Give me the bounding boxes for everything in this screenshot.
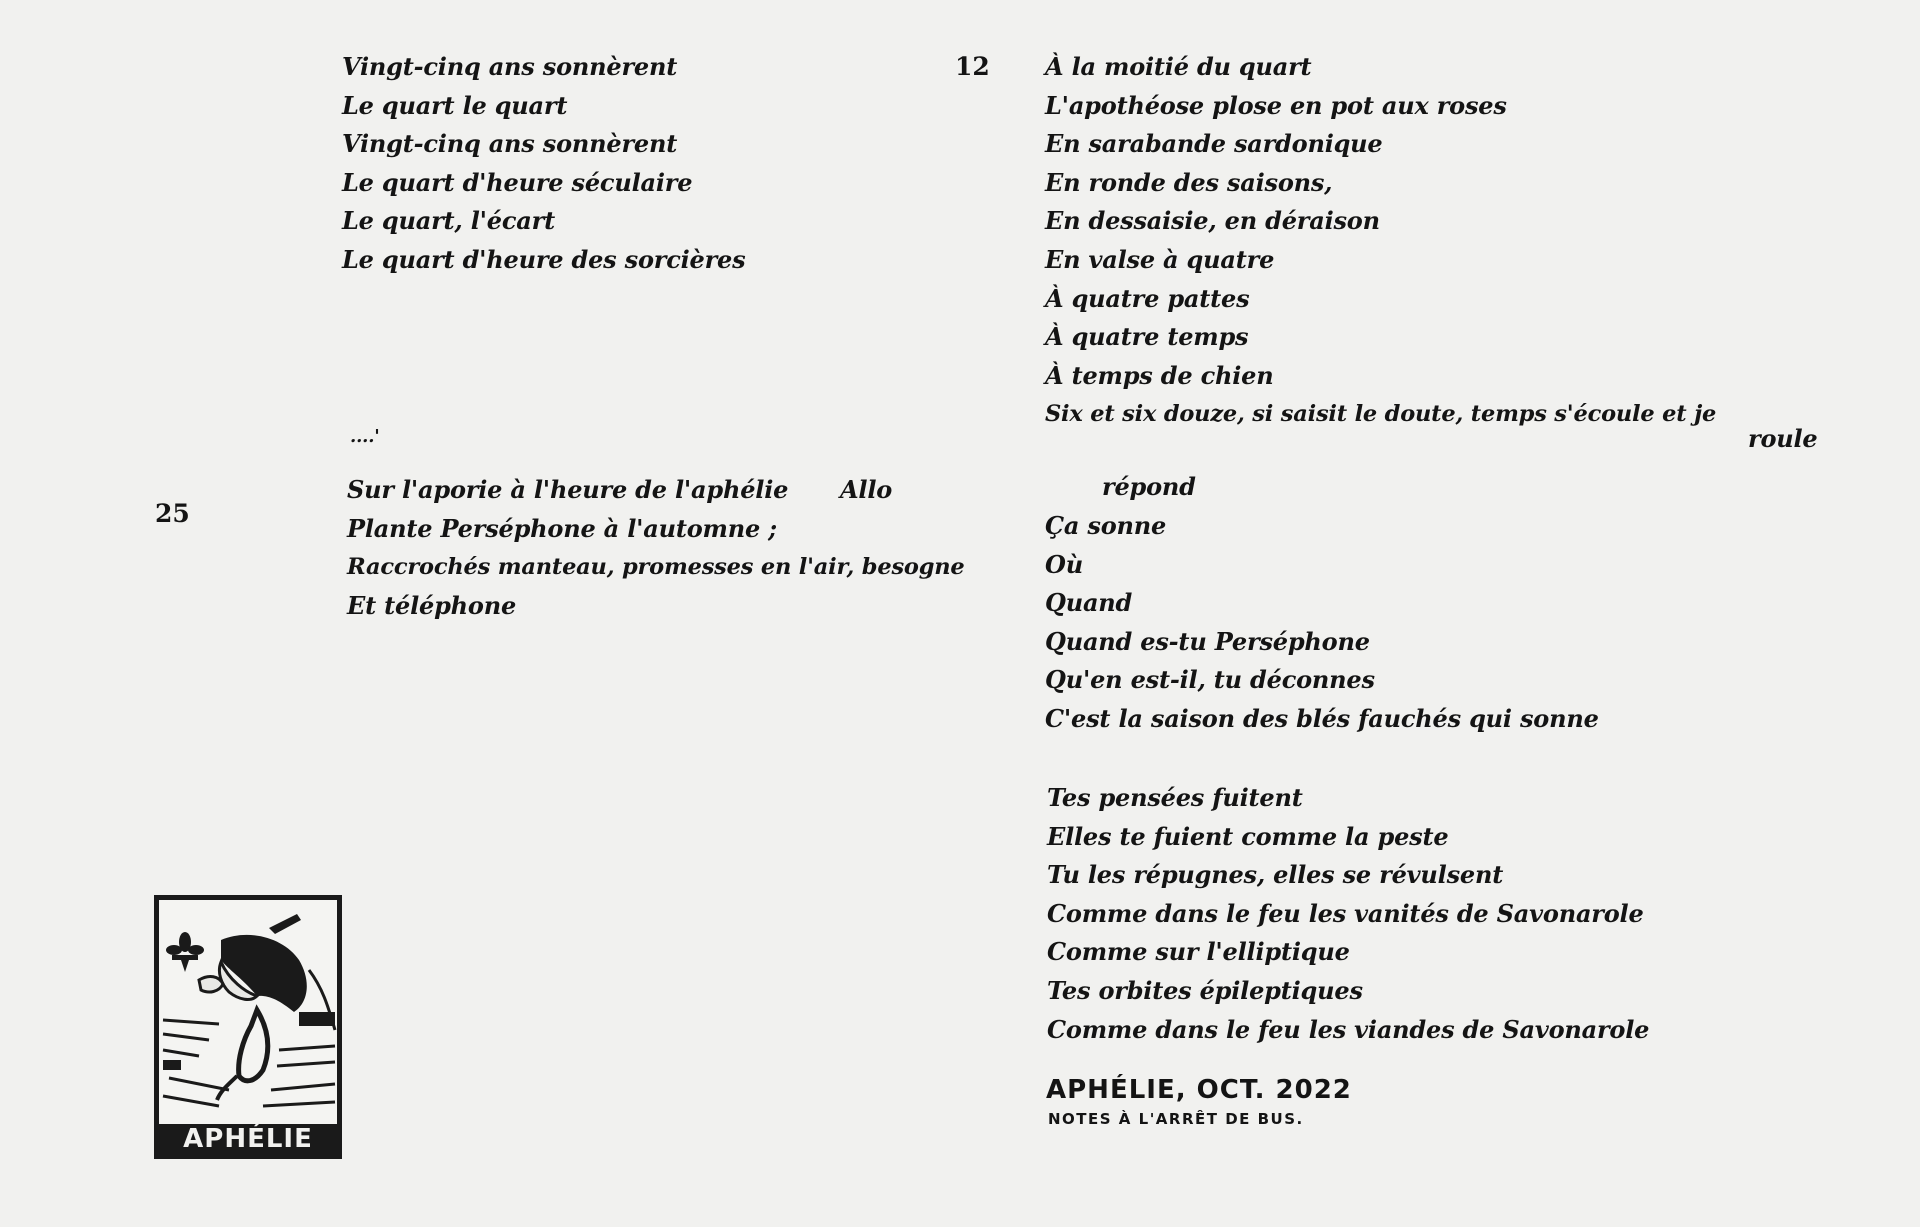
right-top-stanza: [1045, 48, 1716, 434]
verse-line: Tes orbites épileptiques: [1047, 975, 1363, 1005]
verse-line: En valse à quatre: [1045, 244, 1275, 274]
verse-line: Comme dans le feu les viandes de Savonarole: [1047, 1014, 1650, 1044]
verse-line: Sur l'aporie à l'heure de l'aphélie: [347, 475, 789, 504]
verse-line: À la moitié du quart: [1045, 52, 1312, 81]
verse-line: Tu les répugnes, elles se révulsent: [1047, 860, 1504, 890]
line-number-12: 12: [955, 52, 990, 81]
right-bottom-stanza: [1047, 779, 1649, 1049]
verse-line: Comme dans le feu les vanités de Savonarole: [1047, 898, 1644, 928]
verse-line: Elles te fuient comme la peste: [1047, 821, 1449, 851]
verse-line: En dessaisie, en déraison: [1045, 206, 1380, 236]
verse-line: Et téléphone: [347, 590, 517, 620]
verse-line: Quand: [1045, 588, 1133, 618]
verse-line: Raccrochés manteau, promesses en l'air, besogne: [347, 554, 965, 581]
verse-line: L'apothéose plose en pot aux roses: [1045, 90, 1507, 120]
ellipsis-mark: ....': [350, 426, 380, 447]
right-mid-stanza: [1045, 507, 1599, 739]
verse-line: Vingt-cinq ans sonnèrent: [342, 52, 678, 81]
verse-line: Le quart d'heure séculaire: [342, 167, 693, 197]
signature-subtitle: NOTES À L'ARRÊT DE BUS.: [1048, 1110, 1304, 1128]
verse-line: Plante Perséphone à l'automne ;: [347, 513, 777, 543]
stamp-label: APHÉLIE: [159, 1124, 337, 1154]
verse-line: Quand es-tu Perséphone: [1045, 626, 1370, 656]
verse-line: Tes pensées fuitent: [1047, 783, 1303, 812]
verse-line: En ronde des saisons,: [1045, 167, 1333, 197]
verse-line: Le quart d'heure des sorcières: [342, 244, 746, 274]
left-top-stanza: [342, 48, 745, 280]
verse-line: C'est la saison des blés fauchés qui sonne: [1045, 703, 1599, 733]
line-number-25: 25: [155, 499, 190, 528]
verse-line: Qu'en est-il, tu déconnes: [1045, 665, 1375, 695]
verse-line: Vingt-cinq ans sonnèrent: [342, 129, 678, 159]
verse-line: À quatre pattes: [1045, 283, 1250, 313]
allo-word: Allo: [840, 475, 893, 504]
woodcut-figure-icon: [159, 900, 337, 1124]
verse-line: Où: [1045, 549, 1083, 579]
verse-line: Le quart le quart: [342, 90, 568, 120]
verse-line: Six et six douze, si saisit le doute, temps s'écoule et je: [1045, 401, 1717, 428]
verse-line: À temps de chien: [1045, 360, 1274, 390]
repond-word: répond: [1102, 472, 1196, 501]
signature-title: APHÉLIE, OCT. 2022: [1046, 1075, 1352, 1105]
aphelie-stamp: [154, 895, 342, 1159]
verse-line: Comme sur l'elliptique: [1047, 937, 1350, 967]
verse-overflow: roule: [1748, 424, 1818, 453]
verse-line: En sarabande sardonique: [1045, 129, 1383, 159]
verse-line: À quatre temps: [1045, 322, 1249, 352]
verse-line: Ça sonne: [1045, 511, 1167, 540]
verse-line: Le quart, l'écart: [342, 206, 555, 236]
